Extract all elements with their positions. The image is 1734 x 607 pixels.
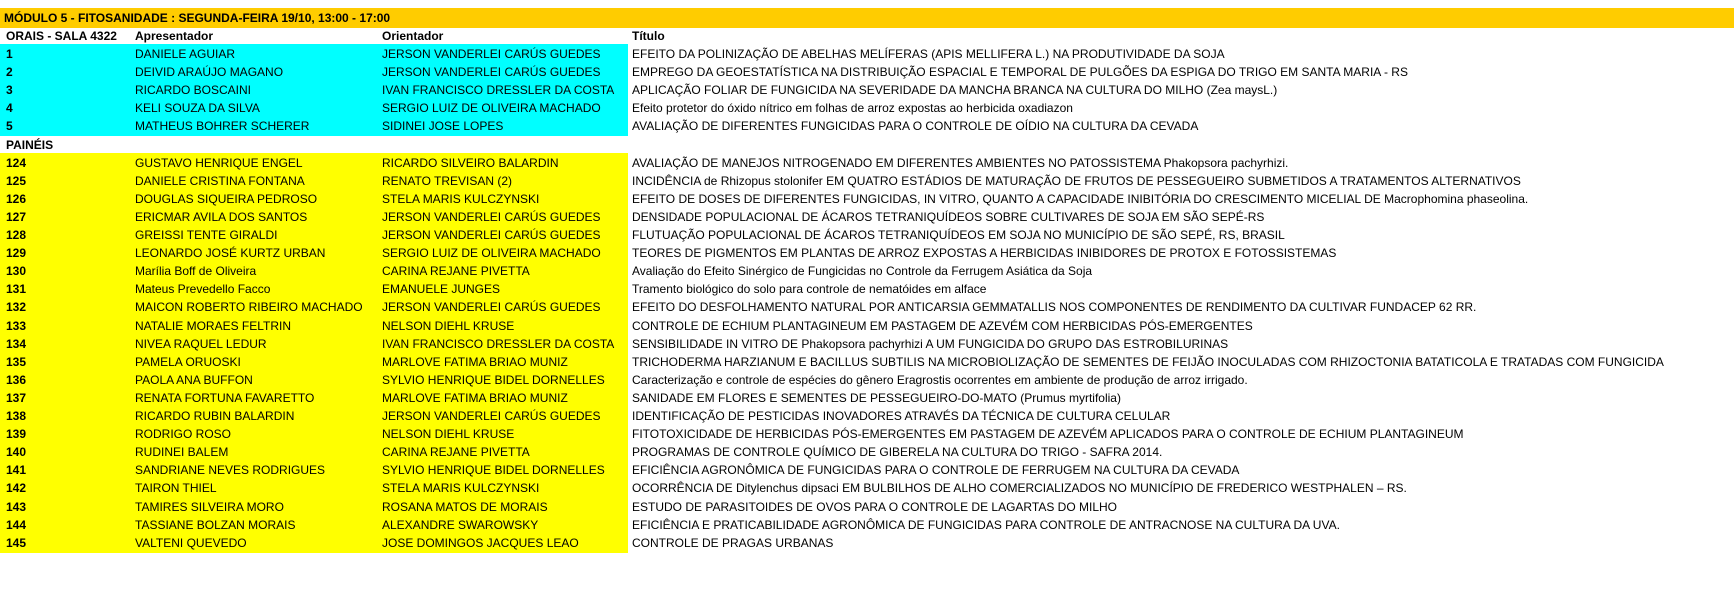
title-cell: EFEITO DO DESFOLHAMENTO NATURAL POR ANTICARSIA GEMMATALLIS NOS COMPONENTES DE RENDIMENTO DA CULTIVAR FUNDACEP 62 RR. [632, 300, 1477, 315]
row-number: 142 [6, 481, 27, 496]
presenter-cell: RODRIGO ROSO [135, 427, 232, 442]
advisor-cell: ROSANA MATOS DE MORAIS [382, 499, 548, 514]
presenter-cell: DANIELE CRISTINA FONTANA [135, 173, 305, 188]
advisor-cell: MARLOVE FATIMA BRIAO MUNIZ [382, 354, 568, 369]
column-header-presenter: Apresentador [135, 29, 214, 43]
title-cell: AVALIAÇÃO DE DIFERENTES FUNGICIDAS PARA O CONTROLE DE OÍDIO NA CULTURA DA CEVADA [632, 119, 1199, 134]
advisor-cell: STELA MARIS KULCZYNSKI [382, 191, 540, 206]
advisor-cell: IVAN FRANCISCO DRESSLER DA COSTA [382, 336, 615, 351]
row-number: 126 [6, 191, 27, 206]
orais-label: ORAIS - SALA 4322 [6, 29, 117, 43]
presenter-cell: Mateus Prevedello Facco [135, 282, 271, 297]
table-row [0, 153, 1734, 173]
row-number: 135 [6, 354, 27, 369]
row-number: 145 [6, 535, 27, 550]
advisor-cell: NELSON DIEHL KRUSE [382, 318, 515, 333]
table-row [0, 334, 1734, 354]
advisor-cell: STELA MARIS KULCZYNSKI [382, 481, 540, 496]
title-cell: SENSIBILIDADE IN VITRO DE Phakopsora pachyrhizi A UM FUNGICIDA DO GRUPO DAS ESTROBILURINAS [632, 336, 1229, 351]
row-number: 1 [6, 47, 13, 61]
advisor-cell: SYLVIO HENRIQUE BIDEL DORNELLES [382, 463, 605, 478]
title-cell: EMPREGO DA GEOESTATÍSTICA NA DISTRIBUIÇÃO ESPACIAL E TEMPORAL DE PULGÕES DA ESPIGA DO TRIGO EM SANTA MARIA - RS [632, 65, 1408, 80]
title-cell: PROGRAMAS DE CONTROLE QUÍMICO DE GIBERELA NA CULTURA DO TRIGO - SAFRA 2014. [632, 445, 1163, 460]
advisor-cell: IVAN FRANCISCO DRESSLER DA COSTA [382, 83, 615, 98]
module-title-bar [0, 8, 1734, 28]
module-title: MÓDULO 5 - FITOSANIDADE : SEGUNDA-FEIRA 19/10, 13:00 - 17:00 [4, 11, 391, 25]
table-row [0, 370, 1734, 390]
advisor-cell: SERGIO LUIZ DE OLIVEIRA MACHADO [382, 101, 601, 116]
table-row [0, 62, 1734, 82]
column-header-title: Título [632, 29, 665, 43]
row-number: 139 [6, 427, 27, 442]
row-number: 136 [6, 372, 27, 387]
advisor-cell: JERSON VANDERLEI CARÚS GUEDES [382, 409, 601, 423]
row-number: 130 [6, 264, 27, 279]
table-row [0, 80, 1734, 100]
column-header-advisor: Orientador [382, 29, 444, 43]
table-row [0, 279, 1734, 299]
title-cell: INCIDÊNCIA de Rhizopus stolonifer EM QUATRO ESTÁDIOS DE MATURAÇÃO DE FRUTOS DE PESSEGUEIRO SUBMETIDOS A TRATAMENTOS ALTERNATIVOS [632, 173, 1521, 188]
title-cell: EFEITO DE DOSES DE DIFERENTES FUNGICIDAS, IN VITRO, QUANTO A CAPACIDADE INIBITÓRIA DO CRESCIMENTO MICELIAL DE Macrophomina phaseolina. [632, 191, 1529, 206]
advisor-cell: JERSON VANDERLEI CARÚS GUEDES [382, 228, 601, 242]
presenter-cell: GUSTAVO HENRIQUE ENGEL [135, 155, 303, 170]
advisor-cell: JERSON VANDERLEI CARÚS GUEDES [382, 65, 601, 80]
table-row [0, 406, 1734, 426]
presenter-cell: LEONARDO JOSÉ KURTZ URBAN [135, 246, 326, 261]
advisor-cell: CARINA REJANE PIVETTA [382, 264, 530, 279]
table-row [0, 297, 1734, 317]
presenter-cell: RENATA FORTUNA FAVARETTO [135, 390, 315, 405]
presenter-cell: DEIVID ARAÚJO MAGANO [135, 65, 284, 80]
table-row [0, 225, 1734, 245]
advisor-cell: JERSON VANDERLEI CARÚS GUEDES [382, 300, 601, 315]
presenter-cell: NATALIE MORAES FELTRIN [135, 318, 292, 333]
presenter-cell: PAOLA ANA BUFFON [135, 372, 253, 387]
title-cell: AVALIAÇÃO DE MANEJOS NITROGENADO EM DIFERENTES AMBIENTES NO PATOSSISTEMA Phakopsora pachyrhizi. [632, 155, 1289, 170]
row-number: 4 [6, 101, 13, 116]
presenter-cell: VALTENI QUEVEDO [135, 535, 247, 550]
table-row [0, 261, 1734, 281]
presenter-cell: DANIELE AGUIAR [135, 47, 236, 61]
advisor-cell: MARLOVE FATIMA BRIAO MUNIZ [382, 390, 568, 405]
row-number: 131 [6, 282, 27, 297]
row-number: 125 [6, 173, 27, 188]
presenter-cell: SANDRIANE NEVES RODRIGUES [135, 463, 326, 478]
row-number: 138 [6, 409, 27, 423]
title-cell: TRICHODERMA HARZIANUM E BACILLUS SUBTILIS NA MICROBIOLIZAÇÃO DE SEMENTES DE FEIJÃO INOCULADAS COM RHIZOCTONIA BATATICOLA E TRATADAS COM FUNGICIDA [632, 354, 1664, 369]
title-cell: FLUTUAÇÃO POPULACIONAL DE ÁCAROS TETRANIQUÍDEOS EM SOJA NO MUNICÍPIO DE SÃO SEPÉ, RS, BRASIL [632, 228, 1285, 242]
presenter-cell: MATHEUS BOHRER SCHERER [135, 119, 310, 134]
presenter-cell: MAICON ROBERTO RIBEIRO MACHADO [135, 300, 363, 315]
title-cell: IDENTIFICAÇÃO DE PESTICIDAS INOVADORES ATRAVÉS DA TÉCNICA DE CULTURA CELULAR [632, 409, 1171, 423]
title-cell: CONTROLE DE PRAGAS URBANAS [632, 535, 834, 550]
table-row [0, 442, 1734, 462]
title-cell: Efeito protetor do óxido nítrico em folhas de arroz expostas ao herbicida oxadiazon [632, 101, 1073, 116]
advisor-cell: NELSON DIEHL KRUSE [382, 427, 515, 442]
presenter-cell: NIVEA RAQUEL LEDUR [135, 336, 267, 351]
title-cell: EFEITO DA POLINIZAÇÃO DE ABELHAS MELÍFERAS (APIS MELLIFERA L.) NA PRODUTIVIDADE DA SOJA [632, 47, 1225, 61]
table-row [0, 98, 1734, 118]
advisor-cell: SIDINEI JOSE LOPES [382, 119, 504, 134]
row-number: 5 [6, 119, 13, 134]
table-row [0, 316, 1734, 336]
row-number: 144 [6, 517, 27, 532]
title-cell: APLICAÇÃO FOLIAR DE FUNGICIDA NA SEVERIDADE DA MANCHA BRANCA NA CULTURA DO MILHO (Zea maysL.) [632, 83, 1278, 98]
row-number: 141 [6, 463, 27, 478]
title-cell: ESTUDO DE PARASITOIDES DE OVOS PARA O CONTROLE DE LAGARTAS DO MILHO [632, 499, 1117, 514]
table-row [0, 171, 1734, 191]
row-number: 134 [6, 336, 27, 351]
title-cell: OCORRÊNCIA DE Ditylenchus dipsaci EM BULBILHOS DE ALHO COMERCIALIZADOS NO MUNICÍPIO DE FREDERICO WESTPHALEN – RS. [632, 481, 1407, 496]
presenter-cell: TAMIRES SILVEIRA MORO [135, 499, 284, 514]
presenter-cell: Marília Boff de Oliveira [135, 264, 257, 279]
title-cell: SANIDADE EM FLORES E SEMENTES DE PESSEGUEIRO-DO-MATO (Prumus myrtifolia) [632, 390, 1121, 405]
title-cell: EFICIÊNCIA E PRATICABILIDADE AGRONÔMICA DE FUNGICIDAS PARA CONTROLE DE ANTRACNOSE NA CULTURA DA UVA. [632, 517, 1340, 532]
row-number: 3 [6, 83, 13, 98]
row-number: 133 [6, 318, 27, 333]
table-row [0, 243, 1734, 263]
row-number: 132 [6, 300, 27, 315]
advisor-cell: ALEXANDRE SWAROWSKY [382, 517, 539, 532]
title-cell: FITOTOXICIDADE DE HERBICIDAS PÓS-EMERGENTES EM PASTAGEM DE AZEVÉM APLICADOS PARA O CONTROLE DE ECHIUM PLANTAGINEUM [632, 427, 1464, 442]
row-number: 2 [6, 65, 13, 80]
advisor-cell: EMANUELE JUNGES [382, 282, 501, 297]
title-cell: CONTROLE DE ECHIUM PLANTAGINEUM EM PASTAGEM DE AZEVÉM COM HERBICIDAS PÓS-EMERGENTES [632, 318, 1253, 333]
table-row [0, 116, 1734, 136]
paineis-label: PAINÉIS [6, 137, 54, 152]
table-row [0, 533, 1734, 553]
title-cell: TEORES DE PIGMENTOS EM PLANTAS DE ARROZ EXPOSTAS A HERBICIDAS INIBIDORES DE PROTOX E FOTOSSISTEMAS [632, 246, 1337, 261]
presenter-cell: RICARDO RUBIN BALARDIN [135, 409, 295, 423]
row-number: 129 [6, 246, 27, 261]
advisor-cell: JOSE DOMINGOS JACQUES LEAO [382, 535, 579, 550]
advisor-cell: SYLVIO HENRIQUE BIDEL DORNELLES [382, 372, 605, 387]
table-row [0, 515, 1734, 535]
title-cell: Avaliação do Efeito Sinérgico de Fungicidas no Controle da Ferrugem Asiática da Soja [632, 264, 1093, 279]
presenter-cell: TAIRON THIEL [135, 481, 217, 496]
presenter-cell: ERICMAR AVILA DOS SANTOS [135, 209, 308, 224]
advisor-cell: RICARDO SILVEIRO BALARDIN [382, 155, 559, 170]
advisor-cell: RENATO TREVISAN (2) [382, 173, 513, 188]
presenter-cell: TASSIANE BOLZAN MORAIS [135, 517, 296, 532]
advisor-cell: SERGIO LUIZ DE OLIVEIRA MACHADO [382, 246, 601, 261]
column-header-row [0, 26, 1734, 46]
row-number: 137 [6, 390, 27, 405]
title-cell: Tramento biológico do solo para controle de nematóides em alface [632, 282, 987, 297]
advisor-cell: JERSON VANDERLEI CARÚS GUEDES [382, 209, 601, 224]
table-row [0, 388, 1734, 408]
paineis-section-header [0, 135, 1734, 155]
table-row [0, 207, 1734, 227]
row-number: 140 [6, 445, 27, 460]
title-cell: EFICIÊNCIA AGRONÔMICA DE FUNGICIDAS PARA O CONTROLE DE FERRUGEM NA CULTURA DA CEVADA [632, 463, 1240, 478]
presenter-cell: GREISSI TENTE GIRALDI [135, 228, 278, 242]
row-number: 128 [6, 228, 27, 242]
advisor-cell: JERSON VANDERLEI CARÚS GUEDES [382, 47, 601, 61]
row-number: 124 [6, 155, 27, 170]
table-row [0, 352, 1734, 372]
row-number: 143 [6, 499, 27, 514]
table-row [0, 460, 1734, 480]
title-cell: DENSIDADE POPULACIONAL DE ÁCAROS TETRANIQUÍDEOS SOBRE CULTIVARES DE SOJA EM SÃO SEPÉ-RS [632, 209, 1265, 224]
row-number: 127 [6, 209, 27, 224]
title-cell: Caracterização e controle de espécies do gênero Eragrostis ocorrentes em ambiente de produção de arroz irrigado. [632, 372, 1248, 387]
presenter-cell: KELI SOUZA DA SILVA [135, 101, 260, 116]
presenter-cell: DOUGLAS SIQUEIRA PEDROSO [135, 191, 318, 206]
presenter-cell: RICARDO BOSCAINI [135, 83, 252, 98]
advisor-cell: CARINA REJANE PIVETTA [382, 445, 530, 460]
table-row [0, 478, 1734, 498]
table-row [0, 44, 1734, 64]
presenter-cell: RUDINEI BALEM [135, 445, 229, 460]
table-row [0, 424, 1734, 444]
presenter-cell: PAMELA ORUOSKI [135, 354, 241, 369]
table-row [0, 497, 1734, 517]
table-row [0, 189, 1734, 209]
